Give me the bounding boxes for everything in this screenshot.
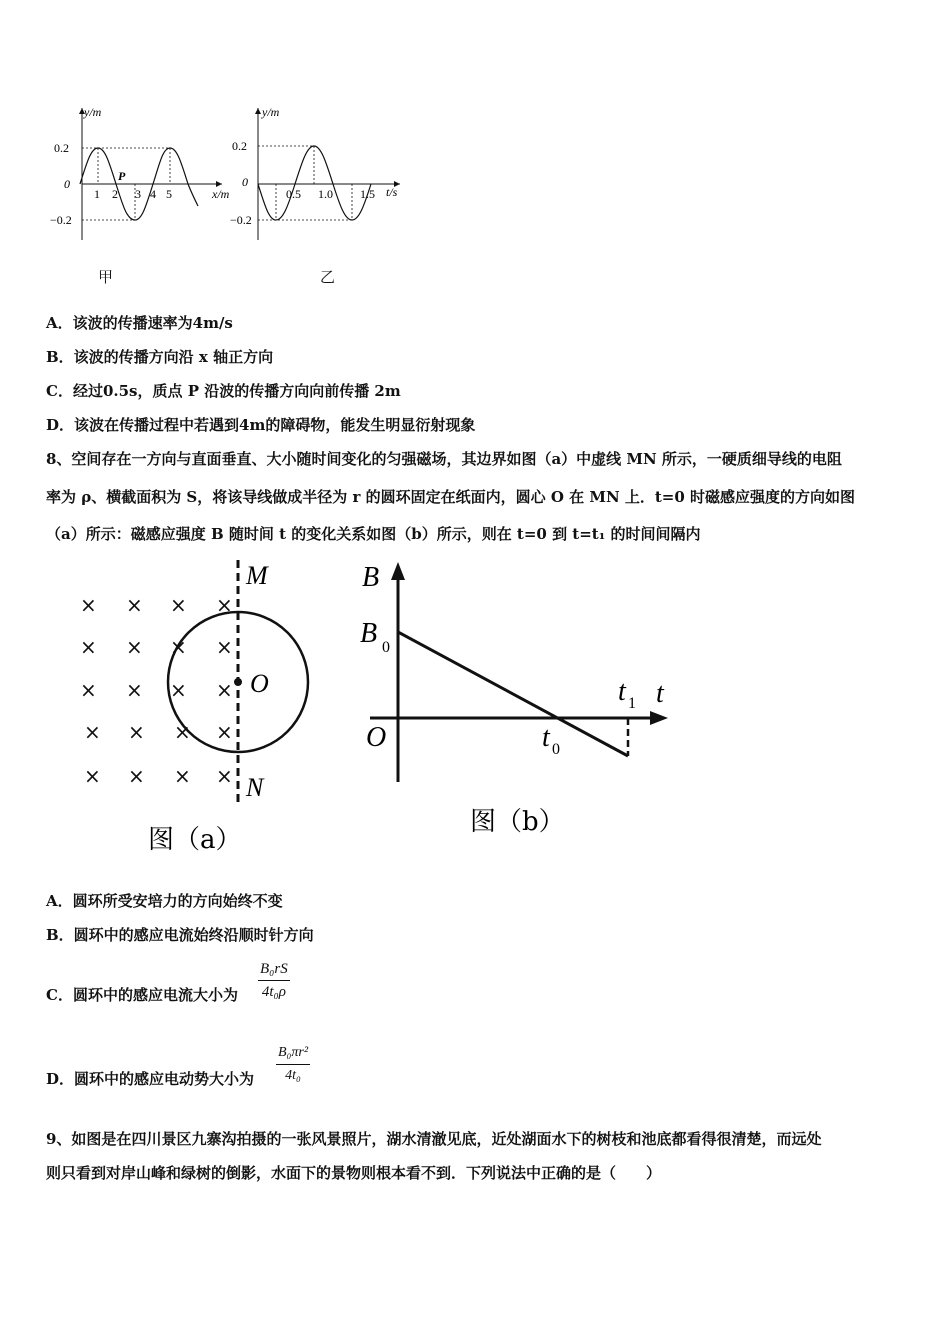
fraction-emf bbox=[276, 1042, 310, 1087]
svg-text:×: × bbox=[216, 635, 233, 659]
jia-y-tick-bottom: −0.2 bbox=[50, 213, 72, 227]
yi-x-tick: 0.5 bbox=[286, 187, 301, 201]
q7-option-c: C．经过0.5s，质点 P 沿波的传播方向向前传播 2m bbox=[46, 382, 401, 400]
q8-stem-line1: 8、空间存在一方向与直面垂直、大小随时间变化的匀强磁场，其边界如图（a）中虚线 MN 所示，一硬质细导线的电阻 bbox=[46, 450, 842, 468]
jia-x-tick: 2 bbox=[112, 187, 118, 201]
label-m: M bbox=[246, 561, 268, 590]
caption-jia: 甲 bbox=[98, 268, 114, 286]
caption-fig-b: 图（b） bbox=[470, 807, 565, 837]
jia-origin: 0 bbox=[64, 177, 70, 191]
svg-text:×: × bbox=[84, 764, 101, 788]
svg-text:×: × bbox=[170, 635, 187, 659]
svg-text:×: × bbox=[174, 720, 191, 744]
svg-text:×: × bbox=[128, 720, 145, 744]
q8-stem-line2: 率为 ρ、横截面积为 S，将该导线做成半径为 r 的圆环固定在纸面内，圆心 O 在 MN 上．t=0 时磁感应强度的方向如图 bbox=[46, 488, 856, 506]
fraction-current-denominator: 4t₀ρ bbox=[258, 980, 290, 1003]
yi-y-tick-bottom: −0.2 bbox=[230, 213, 252, 227]
jia-x-tick: 4 bbox=[150, 187, 156, 201]
jia-x-tick: 3 bbox=[135, 187, 141, 201]
yi-origin: 0 bbox=[242, 175, 248, 189]
q8-stem-line3: （a）所示：磁感应强度 B 随时间 t 的变化关系如图（b）所示，则在 t=0 到 t=t₁ 的时间间隔内 bbox=[46, 525, 701, 543]
q9-stem-line1: 9、如图是在四川景区九寨沟拍摄的一张风景照片，湖水清澈见底，近处湖面水下的树枝和池底都看得很清楚，而远处 bbox=[46, 1130, 822, 1148]
label-b-axis: B bbox=[362, 562, 380, 593]
svg-text:×: × bbox=[216, 764, 233, 788]
svg-text:×: × bbox=[170, 593, 187, 617]
point-p-label: P bbox=[118, 169, 126, 183]
svg-text:×: × bbox=[128, 764, 145, 788]
q7-option-b: B．该波的传播方向沿 x 轴正方向 bbox=[46, 348, 274, 366]
svg-text:×: × bbox=[174, 764, 191, 788]
q7-option-a: A．该波的传播速率为4m/s bbox=[46, 314, 233, 332]
label-b0-sub: 0 bbox=[382, 639, 390, 656]
jia-y-label: y/m bbox=[84, 105, 102, 119]
q8-option-d: D．圆环中的感应电动势大小为 bbox=[46, 1070, 255, 1088]
yi-x-tick: 1.0 bbox=[318, 187, 333, 201]
fraction-current-numerator: B₀rS bbox=[260, 961, 288, 977]
yi-x-label: t/s bbox=[386, 185, 398, 199]
fraction-current bbox=[258, 958, 290, 1003]
svg-text:×: × bbox=[216, 720, 233, 744]
q9-stem-line2: 则只看到对岸山峰和绿树的倒影，水面下的景物则根本看不到．下列说法中正确的是（ ） bbox=[46, 1164, 662, 1182]
yi-y-tick-top: 0.2 bbox=[232, 139, 247, 153]
svg-text:×: × bbox=[126, 593, 143, 617]
svg-text:×: × bbox=[216, 678, 233, 702]
jia-x-tick: 5 bbox=[166, 187, 172, 201]
fraction-emf-numerator: B₀πr² bbox=[278, 1045, 309, 1060]
magnetic-field-figure-a bbox=[60, 556, 320, 866]
svg-text:×: × bbox=[170, 678, 187, 702]
jia-x-tick: 1 bbox=[94, 187, 100, 201]
label-t0: t bbox=[542, 722, 550, 753]
q8-option-c: C．圆环中的感应电流大小为 bbox=[46, 986, 238, 1004]
yi-y-label: y/m bbox=[262, 105, 280, 119]
label-t-axis: t bbox=[656, 678, 664, 709]
svg-text:×: × bbox=[126, 635, 143, 659]
label-t1: t bbox=[618, 676, 626, 707]
label-t1-sub: 1 bbox=[628, 695, 636, 712]
q8-option-b: B．圆环中的感应电流始终沿顺时针方向 bbox=[46, 926, 314, 944]
svg-text:×: × bbox=[126, 678, 143, 702]
wave-graph-yi bbox=[228, 100, 418, 250]
label-o: O bbox=[250, 669, 269, 698]
yi-x-tick: 1.5 bbox=[360, 187, 375, 201]
caption-yi: 乙 bbox=[320, 268, 336, 286]
q8-option-a: A．圆环所受安培力的方向始终不变 bbox=[46, 892, 283, 910]
q7-option-d: D．该波在传播过程中若遇到4m的障碍物，能发生明显衍射现象 bbox=[46, 416, 476, 434]
svg-text:×: × bbox=[80, 678, 97, 702]
caption-fig-a: 图（a） bbox=[148, 825, 242, 855]
wave-graph-jia bbox=[40, 100, 230, 250]
svg-text:×: × bbox=[84, 720, 101, 744]
svg-text:×: × bbox=[80, 593, 97, 617]
jia-y-tick-top: 0.2 bbox=[54, 141, 69, 155]
b-t-graph-figure-b bbox=[356, 556, 676, 846]
label-n: N bbox=[246, 773, 264, 802]
b-line bbox=[398, 632, 628, 756]
label-t0-sub: 0 bbox=[552, 741, 560, 758]
svg-text:×: × bbox=[216, 593, 233, 617]
cross-marks bbox=[80, 593, 233, 788]
label-origin: O bbox=[366, 722, 387, 753]
fraction-emf-denominator: 4t₀ bbox=[276, 1064, 310, 1087]
center-o bbox=[234, 678, 242, 686]
svg-text:×: × bbox=[80, 635, 97, 659]
label-b0: B bbox=[360, 618, 378, 649]
jia-x-label: x/m bbox=[212, 187, 230, 201]
